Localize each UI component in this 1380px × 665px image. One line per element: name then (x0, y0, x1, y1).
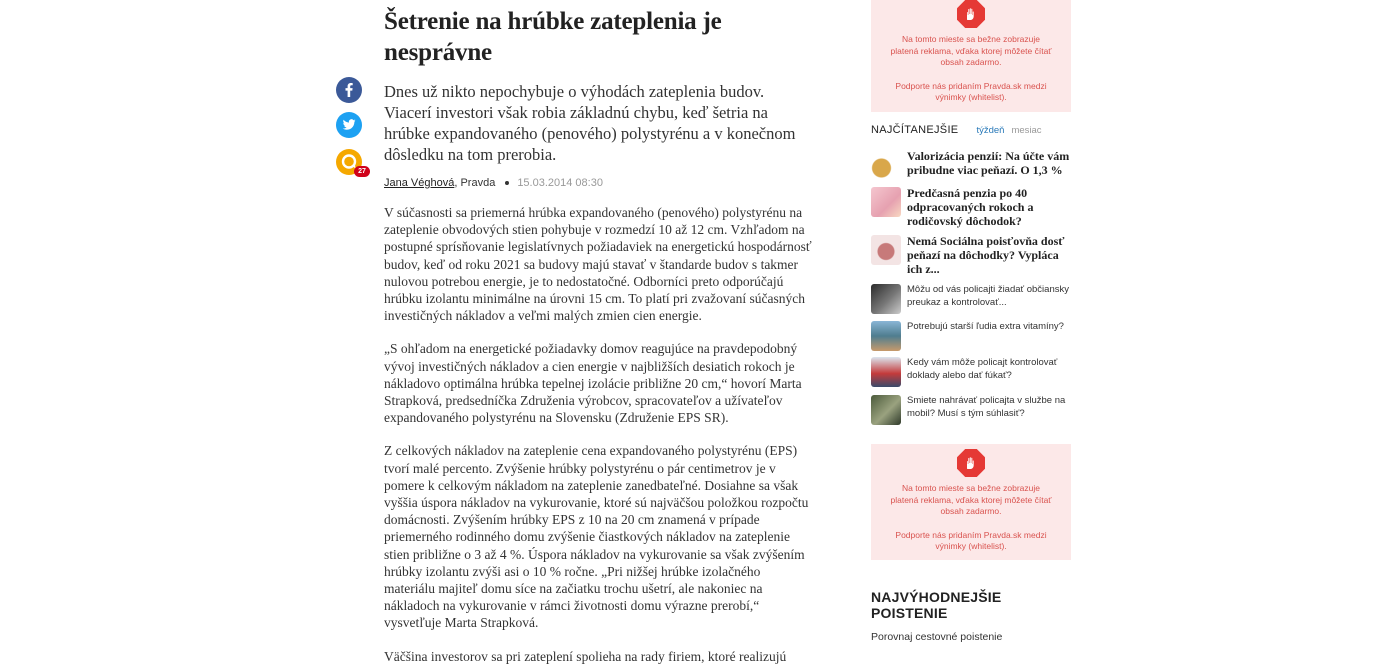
phone-thumbnail (871, 395, 901, 425)
article-perex: Dnes už nikto nepochybuje o výhodách zateplenia budov. Viacerí investori však robia základnú chybu, keď šetria na hrúbke expandovaného (penového) polystyrénu a v konečnom dôsledku na tom prerobia. (384, 82, 796, 164)
article-paragraph: „S ohľadom na energetické požiadavky domov reagujúce na pravdepodobný vývoj investičných nákladov a cien energie v najbližších desiatich rokoch je nákladovo optimálna hrúbka tepelnej izolácie približne 20 cm,“ hovorí Marta Strapková, predsedníčka Združenia výrobcov, spracovateľov a užívateľov expandovaného polystyrénu na Slovensku (Združenie EPS SR). (384, 341, 802, 426)
item-title: Smiete nahrávať policajta v službe na mobil? Musí s tým súhlasiť? (907, 395, 1066, 419)
most-read-item[interactable] (871, 357, 1071, 387)
most-read-item[interactable] (871, 187, 1071, 228)
ad-whitelist-text: Podporte nás pridaním Pravda.sk medzi výnimky (whitelist). (895, 529, 1047, 551)
author-link[interactable]: Jana Véghová (384, 177, 455, 189)
police-car-thumbnail (871, 357, 901, 387)
item-title: Kedy vám môže policajt kontrolovať doklady alebo dať fúkať? (907, 357, 1058, 381)
facebook-share-button[interactable] (336, 77, 362, 103)
most-read-heading: NAJČÍTANEJŠIE (871, 124, 959, 136)
police-thumbnail (871, 284, 901, 314)
item-title: Nemá Sociálna poisťovňa dosť peňazí na dôchodky? Vypláca ich z... (907, 234, 1065, 276)
most-read-item[interactable] (871, 321, 1071, 351)
twitter-icon (336, 112, 362, 138)
item-title: Potrebujú starší ľudia extra vitamíny? (907, 321, 1064, 332)
most-read-item[interactable] (871, 395, 1071, 425)
comments-count-badge: 27 (354, 166, 370, 177)
coins-thumbnail (871, 235, 901, 265)
item-title: Valorizácia penzií: Na účte vám pribudne viac peňazí. O 1,3 % (907, 149, 1070, 177)
ad-notice-text: Na tomto mieste sa bežne zobrazuje platená reklama, vďaka ktorej môžete čítať obsah zadarmo. (890, 34, 1052, 67)
insurance-link[interactable]: Porovnaj cestovné poistenie (871, 631, 1003, 643)
ad-whitelist-text: Podporte nás pridaním Pravda.sk medzi výnimky (whitelist). (895, 80, 1047, 102)
facebook-icon (336, 77, 362, 103)
item-title: Predčasná penzia po 40 odpracovaných rokoch a rodičovský dôchodok? (907, 186, 1034, 228)
coins-thumbnail (871, 150, 901, 180)
stop-hand-icon (957, 449, 985, 477)
most-read-item[interactable] (871, 235, 1071, 276)
article-body (384, 204, 814, 665)
most-read-item[interactable] (871, 284, 1071, 314)
most-read-widget (871, 124, 1071, 419)
source-label: , Pravda (454, 177, 496, 189)
twitter-share-button[interactable] (336, 112, 362, 138)
byline-separator (505, 181, 509, 185)
tab-month[interactable]: mesiac (1011, 125, 1042, 136)
insurance-widget (871, 589, 1071, 643)
article-paragraph: Z celkových nákladov na zateplenie cena expandovaného polystyrénu (EPS) tvorí malé percento. Zvýšenie hrúbky polystyrénu o pár centimetrov je v pomere k celkovým nákladom na zateplenie zanedbateľné. Dosiahne sa však vyššia úspora nákladov na vykurovanie, ktoré sú najväčšou položkou rozpočtu domácnosti. Zvýšením hrúbky EPS z 10 na 20 cm znamená v prípade priemerného rodinného domu zvýšenie čiastkových nákladov na zateplenie stien približne o 3 až 4 %. Úspora nákladov na vykurovanie sa však zvýšením hrúbky izolantu zvýši asi o 10 % ročne. „Pri nižšej hrúbke izolačného materiálu majiteľ domu síce na začiatku trochu ušetrí, ale nakoniec na nákladoch na vykurovanie v rámci životnosti domu výrazne prerobí,“ vysvetľuje Marta Strapková. (384, 443, 809, 631)
ad-notice-text: Na tomto mieste sa bežne zobrazuje platená reklama, vďaka ktorej môžete čítať obsah zadarmo. (890, 483, 1052, 516)
byline (384, 177, 814, 189)
adblock-notice (871, 0, 1071, 112)
article-paragraph: Väčšina investorov sa pri zateplení spolieha na rady firiem, ktoré realizujú (384, 648, 787, 664)
people-thumbnail (871, 187, 901, 217)
article-paragraph: V súčasnosti sa priemerná hrúbka expandovaného (penového) polystyrénu na zateplenie obvodových stien pohybuje v rozmedzí 10 až 12 cm. Vzhľadom na postupné sprísňovanie legislatívnych požiadaviek na energetickú hospodárnosť budov, keď od roku 2021 sa budovy majú stavať v štandarde budov s takmer nulovou potrebou energie, je to nedostatočné. Odborníci preto odporúčajú hrúbku izolantu minimálne na úrovni 15 cm. To platí pri zvažovaní súčasných investičných nákladov a veľmi malých zmien cien energie. (384, 205, 812, 324)
adblock-notice (871, 444, 1071, 560)
article (384, 6, 814, 665)
article-title: Šetrenie na hrúbke zateplenia je nesprávne (384, 8, 722, 66)
item-title: Môžu od vás policajti žiadať občiansky preukaz a kontrolovať... (907, 284, 1069, 308)
insurance-heading: NAJVÝHODNEJŠIE POISTENIE (871, 589, 1002, 621)
most-read-item[interactable] (871, 150, 1071, 180)
publish-date: 15.03.2014 08:30 (517, 177, 603, 189)
seniors-thumbnail (871, 321, 901, 351)
stop-hand-icon (957, 0, 985, 28)
tab-week[interactable]: týždeň (976, 125, 1005, 136)
